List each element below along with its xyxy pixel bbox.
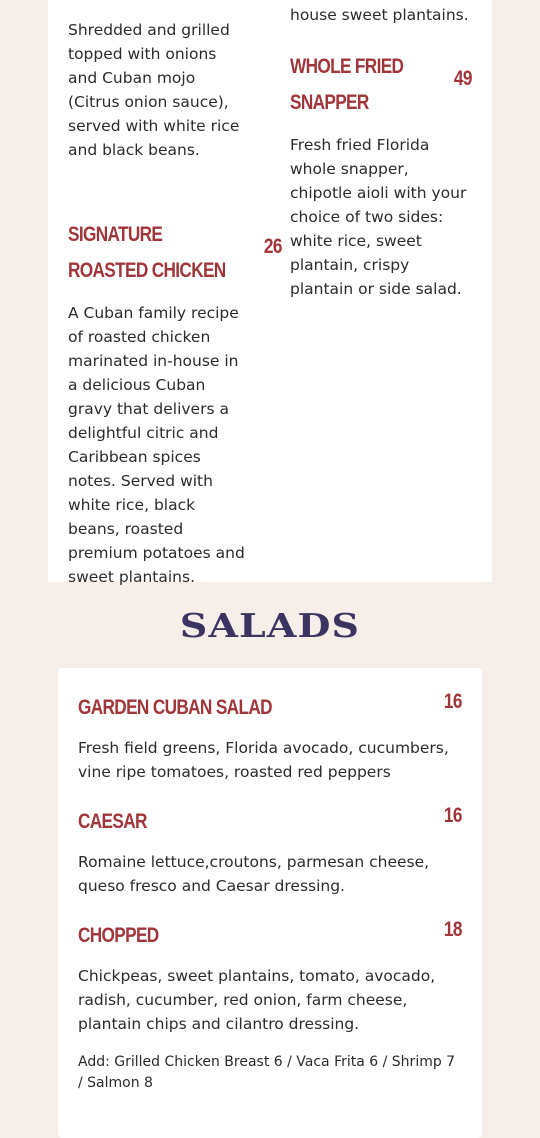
item-description: A Cuban family recipe of roasted chicken marinated in-house in a delicious Cuban gravy that delivers a delightful citric and Caribbean spices notes. Served with white rice, black beans, roasted premium potatoes and sweet plantains. bbox=[68, 304, 245, 586]
item-name-line1: SIGNATURE bbox=[68, 223, 163, 246]
menu-item-chopped bbox=[78, 918, 462, 1036]
item-description: house sweet plantains. bbox=[290, 6, 469, 24]
item-header bbox=[290, 49, 472, 121]
menu-item-description-tail bbox=[290, 3, 472, 27]
item-name-line2: SNAPPER bbox=[290, 91, 369, 114]
item-description: Romaine lettuce,croutons, parmesan cheese, queso fresco and Caesar dressing. bbox=[78, 853, 430, 895]
item-description: Chickpeas, sweet plantains, tomato, avocado, radish, cucumber, red onion, farm cheese, plantain chips and cilantro dressing. bbox=[78, 967, 436, 1033]
menu-item-whole-fried-snapper bbox=[290, 49, 472, 301]
item-description: Fresh fried Florida whole snapper, chipotle aioli with your choice of two sides: white rice, sweet plantain, crispy plantain or side salad. bbox=[290, 136, 467, 298]
menu-item-garden-cuban-salad bbox=[78, 690, 462, 784]
item-price: 49 bbox=[454, 67, 472, 90]
menu-item-steak bbox=[68, 0, 250, 162]
item-header bbox=[78, 804, 462, 840]
menu-item-caesar bbox=[78, 804, 462, 898]
item-description: Fresh field greens, Florida avocado, cucumbers, vine ripe tomatoes, roasted red peppers bbox=[78, 739, 449, 781]
item-price: 18 bbox=[444, 918, 462, 941]
entrees-card bbox=[48, 0, 492, 586]
item-header bbox=[68, 0, 250, 6]
item-name: GARDEN CUBAN SALAD bbox=[78, 696, 272, 719]
item-description: Shredded and grilled topped with onions and Cuban mojo (Citrus onion sauce), served with white rice and black beans. bbox=[68, 21, 240, 159]
salads-card bbox=[58, 668, 482, 1138]
item-name-line2: ROASTED CHICKEN bbox=[68, 259, 226, 282]
item-header bbox=[78, 918, 462, 954]
salad-addons-note: Add: Grilled Chicken Breast 6 / Vaca Frita 6 / Shrimp 7 / Salmon 8 bbox=[78, 1054, 456, 1091]
item-price: 16 bbox=[444, 804, 462, 827]
item-name-line1: WHOLE FRIED bbox=[290, 55, 404, 78]
item-price: 26 bbox=[264, 235, 282, 258]
item-name: CHOPPED bbox=[78, 924, 159, 947]
item-price: 16 bbox=[444, 690, 462, 713]
item-name: CAESAR bbox=[78, 810, 147, 833]
item-header bbox=[68, 217, 282, 289]
item-name bbox=[68, 0, 123, 6]
item-header bbox=[78, 690, 462, 726]
menu-item-roasted-chicken bbox=[68, 217, 282, 589]
section-title-salads: SALADS bbox=[179, 606, 361, 645]
